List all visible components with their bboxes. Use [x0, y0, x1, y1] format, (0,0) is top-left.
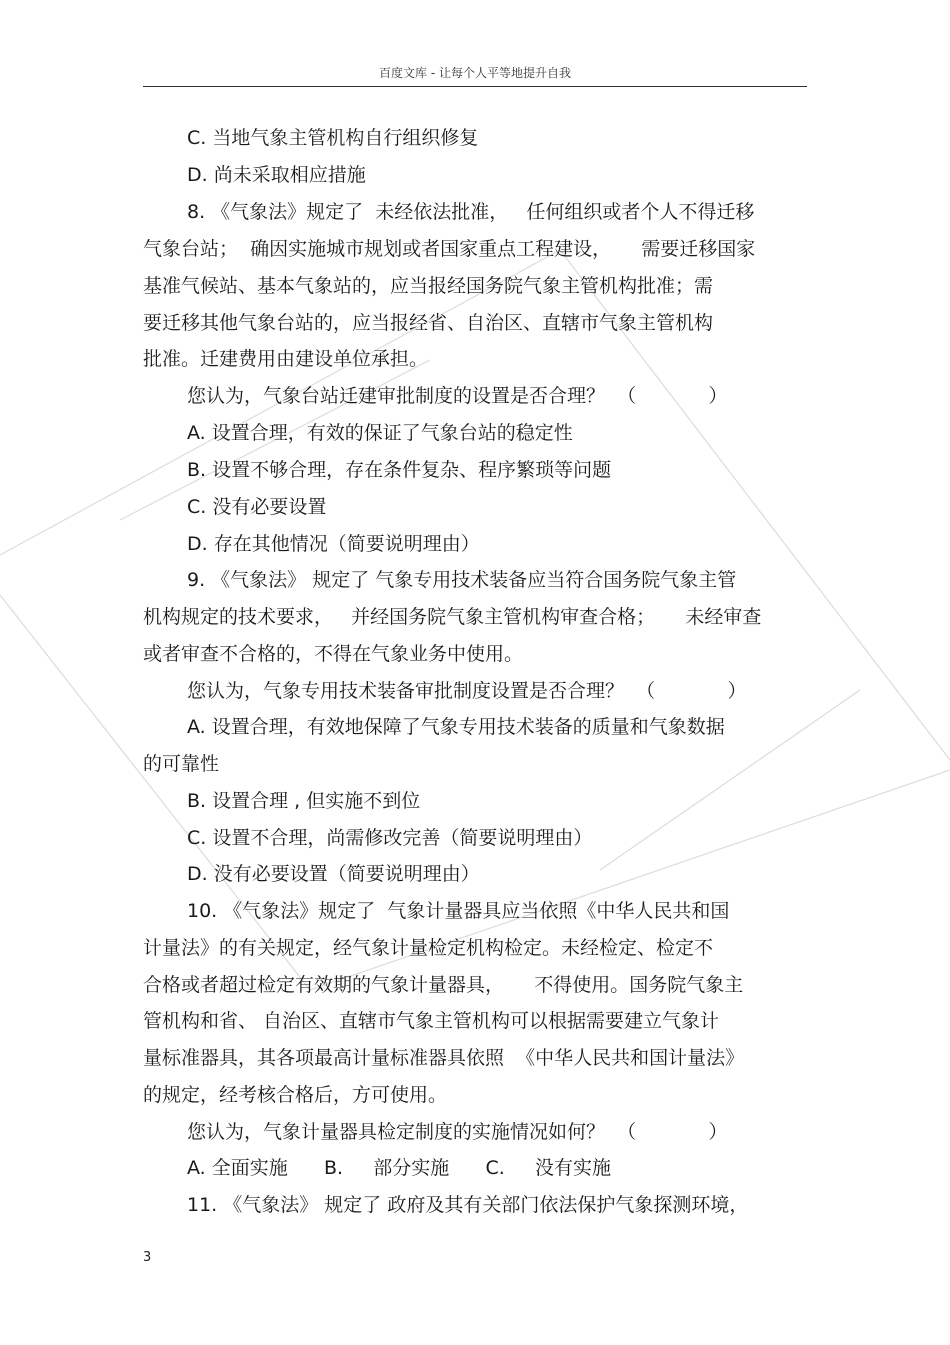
text-line: C. 当地气象主管机构自行组织修复	[187, 127, 479, 149]
page-header: 百度文库 - 让每个人平等地提升自我	[379, 66, 571, 80]
text-line: D. 尚未采取相应措施	[187, 164, 366, 186]
text-line: 量标准器具，其各项最高计量标准器具依照 《中华人民共和国计量法》	[143, 1047, 745, 1069]
question-line: 您认为，气象专用技术装备审批制度设置是否合理？ （ ）	[187, 680, 747, 702]
question-line: 您认为，气象台站迁建审批制度的设置是否合理？ （ ）	[187, 385, 728, 407]
text-line: 批准。迁建费用由建设单位承担。	[143, 348, 429, 370]
question-line: 您认为，气象计量器具检定制度的实施情况如何？ （ ）	[187, 1121, 728, 1143]
option-line: B. 设置不够合理，存在条件复杂、程序繁琐等问题	[187, 459, 612, 481]
text-line: 合格或者超过检定有效期的气象计量器具， 不得使用。国务院气象主	[143, 974, 744, 996]
page-number: 3	[143, 1250, 152, 1265]
option-line: A. 设置合理，有效的保证了气象台站的稳定性	[187, 422, 573, 444]
text-line: 机构规定的技术要求， 并经国务院气象主管机构审查合格； 未经审查	[143, 606, 762, 628]
text-line: 基准气候站、基本气象站的，应当报经国务院气象主管机构批准；需	[143, 275, 714, 297]
text-line: 10. 《气象法》规定了 气象计量器具应当依照《中华人民共和国	[187, 900, 730, 922]
text-line: 计量法》的有关规定，经气象计量检定机构检定。未经检定、检定不	[143, 937, 714, 959]
option-line: A. 设置合理，有效地保障了气象专用技术装备的质量和气象数据	[187, 716, 725, 738]
option-line: C. 设置不合理，尚需修改完善（简要说明理由）	[187, 827, 593, 849]
text-line: 要迁移其他气象台站的，应当报经省、自治区、直辖市气象主管机构	[143, 312, 714, 334]
text-line: 气象台站； 确因实施城市规划或者国家重点工程建设， 需要迁移国家	[143, 238, 756, 260]
text-line: 8. 《气象法》规定了 未经依法批准， 任何组织或者个人不得迁移	[187, 201, 755, 223]
option-line: C. 没有必要设置	[187, 496, 327, 518]
text-line: 管机构和省、 自治区、直辖市气象主管机构可以根据需要建立气象计	[143, 1010, 720, 1032]
text-line: 11. 《气象法》 规定了 政府及其有关部门依法保护气象探测环境，	[187, 1194, 749, 1216]
option-line: D. 存在其他情况（简要说明理由）	[187, 533, 480, 555]
text-line: 9. 《气象法》 规定了 气象专用技术装备应当符合国务院气象主管	[187, 569, 737, 591]
option-line: D. 没有必要设置（简要说明理由）	[187, 863, 480, 885]
header-divider	[143, 86, 807, 87]
option-line: A. 全面实施 B. 部分实施 C. 没有实施	[187, 1157, 611, 1179]
option-line: B. 设置合理 , 但实施不到位	[187, 790, 421, 812]
text-line: 的规定，经考核合格后，方可使用。	[143, 1084, 448, 1106]
text-line: 或者审查不合格的，不得在气象业务中使用。	[143, 643, 524, 665]
text-line: 的可靠性	[143, 753, 220, 775]
